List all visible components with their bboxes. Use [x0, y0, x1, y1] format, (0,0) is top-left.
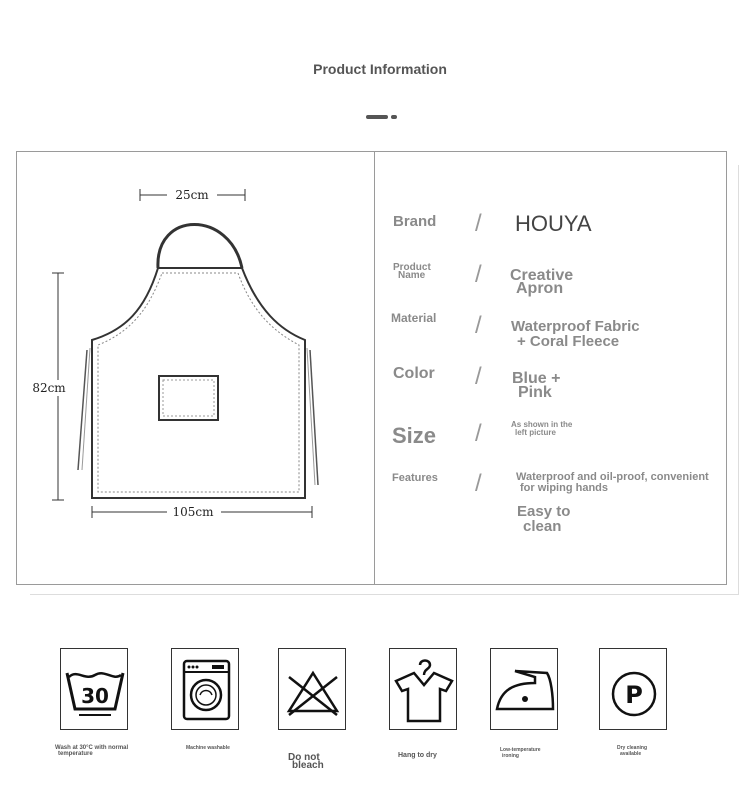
side-dimension-label: 82cm — [32, 381, 66, 395]
dry-clean-letter: P — [625, 681, 643, 709]
care-label-low-iron-line2: ironing — [502, 753, 519, 759]
name-slash: / — [475, 261, 482, 288]
features-value-line3: Easy to — [517, 503, 571, 520]
color-label: Color — [393, 365, 435, 382]
brand-value: HOUYA — [515, 211, 592, 236]
wash-30-icon — [60, 648, 128, 730]
features-value-line4: clean — [523, 518, 562, 535]
size-label: Size — [392, 423, 437, 448]
color-value-line2: Pink — [518, 384, 552, 401]
care-label-wash-line2: temperature — [58, 751, 93, 757]
color-slash: / — [475, 363, 482, 390]
features-label: Features — [392, 472, 438, 484]
bottom-dimension-label: 105cm — [172, 505, 214, 519]
top-dimension-label: 25cm — [175, 188, 209, 202]
name-value-line2: Apron — [516, 280, 564, 297]
care-label-no-bleach-line2: bleach — [292, 760, 324, 771]
page-title: Product Information — [313, 61, 447, 77]
size-value-line2: left picture — [515, 428, 556, 437]
care-label-dry-clean-line2: available — [620, 751, 642, 757]
care-label-machine-wash: Machine washable — [186, 745, 230, 751]
name-label-line2: Name — [398, 270, 426, 281]
features-value-line2: for wiping hands — [520, 482, 608, 494]
wash-temperature-number: 30 — [81, 684, 109, 708]
material-slash: / — [475, 312, 482, 339]
apron-diagram — [30, 170, 350, 530]
name-label-line1: Product — [393, 262, 431, 273]
title-divider — [366, 108, 397, 126]
material-value-line2: + Coral Fleece — [517, 333, 620, 350]
size-slash: / — [475, 420, 482, 447]
panel-divider — [374, 151, 375, 585]
low-iron-icon — [490, 648, 558, 730]
brand-slash: / — [475, 210, 482, 237]
color-value-line1: Blue + — [512, 370, 561, 387]
material-value-line1: Waterproof Fabric — [511, 318, 640, 335]
care-label-wash-line1: Wash at 30°C with normal — [55, 745, 129, 751]
brand-label: Brand — [393, 213, 437, 230]
dry-clean-icon — [599, 648, 667, 730]
care-label-hang-dry: Hang to dry — [398, 752, 437, 759]
name-value-line1: Creative — [510, 267, 574, 284]
features-value-line1: Waterproof and oil-proof, convenient — [516, 471, 709, 483]
material-label: Material — [391, 311, 437, 325]
hang-dry-icon — [389, 648, 457, 730]
care-label-dry-clean-line1: Dry cleaning — [617, 745, 648, 751]
features-slash: / — [475, 470, 482, 497]
washing-machine-icon — [171, 648, 239, 730]
size-value-line1: As shown in the — [511, 420, 573, 429]
care-label-no-bleach-line1: Do not — [288, 752, 320, 763]
no-bleach-icon — [278, 648, 346, 730]
care-label-low-iron-line1: Low-temperature — [500, 747, 541, 753]
